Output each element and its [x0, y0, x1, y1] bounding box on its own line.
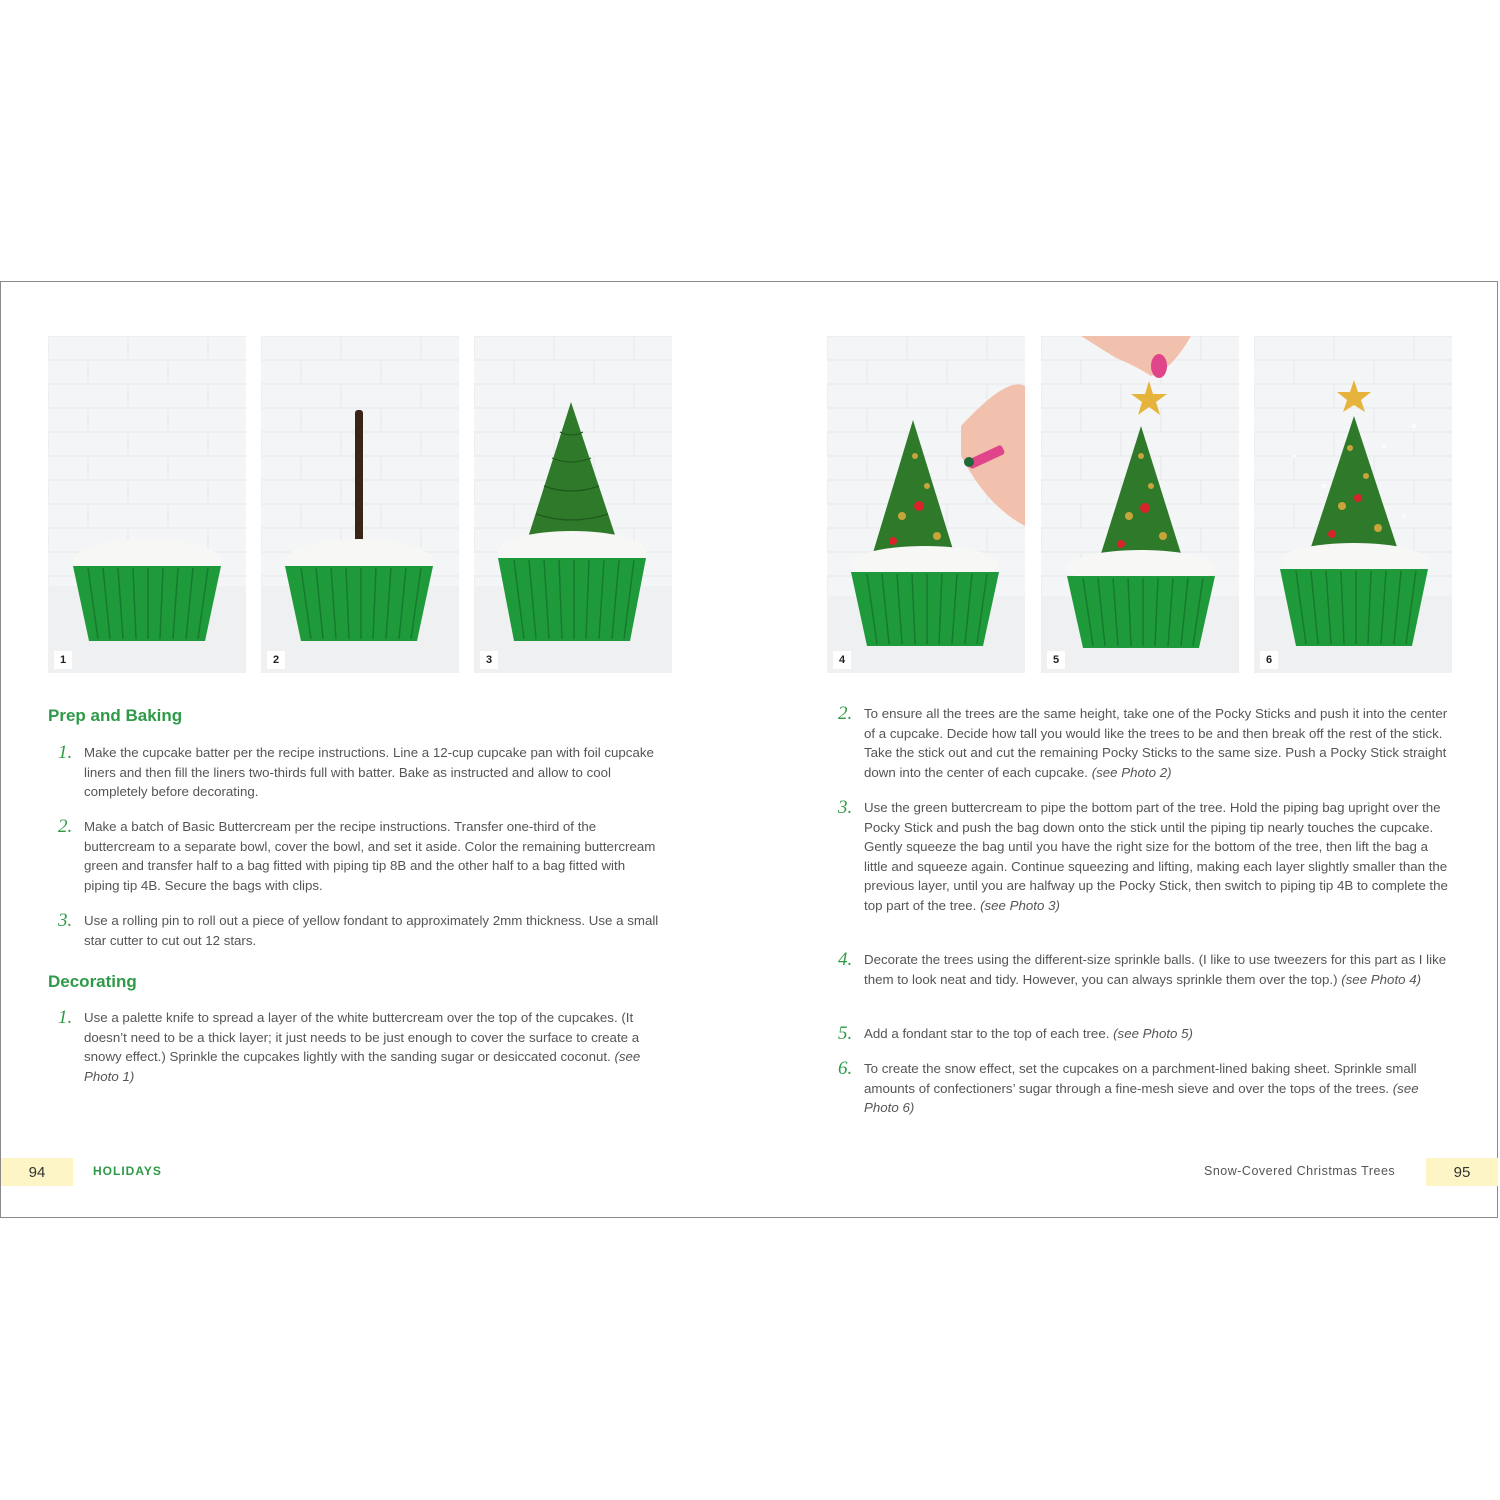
- cupcake-photo-3-image: [474, 336, 672, 673]
- photo-number: 5: [1047, 651, 1065, 669]
- photo-reference: (see Photo 1): [84, 1049, 641, 1084]
- photo-5: [1041, 336, 1239, 673]
- prep-step-3: [48, 911, 668, 950]
- page-number-right: 95: [1426, 1158, 1498, 1186]
- section-title-decorating: Decorating: [48, 972, 137, 991]
- step-number: 1.: [58, 1007, 73, 1028]
- photo-number: 1: [54, 651, 72, 669]
- step-text: Use a rolling pin to roll out a piece of yellow fondant to approximately 2mm thickness. Use a small star cutter to cut out 12 stars.: [84, 913, 659, 948]
- photo-reference: (see Photo 6): [864, 1080, 1419, 1115]
- step-body: To ensure all the trees are the same height, take one of the Pocky Sticks and push it into the center of a cupcake. Decide how tall you would like the trees to be and then break off the rest of the stick. Take the stick out and cut the remaining Pocky Sticks to the same size. Push a Pocky Stick straight down into the center of each cupcake.: [864, 706, 1448, 780]
- photo-number: 4: [833, 651, 851, 669]
- photo-number: 2: [267, 651, 285, 669]
- photo-number: 6: [1260, 651, 1278, 669]
- photo-3: [474, 336, 672, 673]
- photo-reference: (see Photo 5): [1113, 1026, 1193, 1041]
- step-number: 1.: [58, 742, 73, 763]
- step-text: [864, 1024, 1448, 1044]
- cupcake-photo-6-image: [1254, 336, 1452, 673]
- step-text: Make the cupcake batter per the recipe instructions. Line a 12-cup cupcake pan with foil cupcake liners and then fill the liners two-thirds full with batter. Bake as instructed and allow to cool completely before decorating.: [84, 745, 654, 799]
- decor-step-3: [828, 798, 1448, 915]
- prep-step-2: [48, 817, 668, 895]
- step-number: 2.: [838, 703, 853, 724]
- decor-step-2: [828, 704, 1448, 782]
- running-head-right: Snow-Covered Christmas Trees: [1204, 1164, 1396, 1178]
- step-number: 4.: [838, 949, 853, 970]
- photo-reference: (see Photo 2): [1091, 764, 1172, 780]
- step-text: Make a batch of Basic Buttercream per the recipe instructions. Transfer one-third of the buttercream to a separate bowl, cover the bowl, and set it aside. Color the remaining buttercream green and transfer half to a bag fitted with piping tip 8B and the other half to a bag fitted with piping tip 4B. Secure the bags with clips.: [84, 819, 656, 893]
- step-text: [864, 704, 1448, 782]
- photo-number: 3: [480, 651, 498, 669]
- step-number: 5.: [838, 1023, 853, 1044]
- step-number: 6.: [838, 1058, 853, 1079]
- decor-step-5: [828, 1024, 1448, 1044]
- step-body: Decorate the trees using the different-size sprinkle balls. (I like to use tweezers for this part as I like them to look neat and tidy. However, you can always sprinkle them over the top.): [864, 952, 1447, 987]
- photo-4: [827, 336, 1025, 673]
- step-text: [84, 1008, 668, 1086]
- cupcake-photo-5-image: [1041, 336, 1239, 673]
- step-body: To create the snow effect, set the cupcakes on a parchment-lined baking sheet. Sprinkle small amounts of confectioners’ sugar through a fine-mesh sieve and over the tops of the trees.: [864, 1061, 1417, 1096]
- photo-reference: (see Photo 3): [980, 897, 1060, 913]
- step-text: [864, 950, 1448, 989]
- step-text: [864, 1059, 1448, 1118]
- cupcake-photo-2-image: [261, 336, 459, 673]
- cupcake-photo-1-image: [48, 336, 246, 673]
- step-number: 3.: [838, 797, 853, 818]
- step-body: Add a fondant star to the top of each tree.: [864, 1026, 1110, 1041]
- step-number: 3.: [58, 910, 73, 931]
- photo-6: [1254, 336, 1452, 673]
- cupcake-photo-4-image: [827, 336, 1025, 673]
- decor-step-4: [828, 950, 1448, 989]
- photo-reference: (see Photo 4): [1341, 971, 1422, 987]
- step-body: Use a palette knife to spread a layer of the white buttercream over the top of the cupcakes. (It doesn’t need to be a thick layer; it just needs to be just enough to cover the surface to create a snowy effect.) Sprinkle the cupcakes lightly with the sanding sugar or desiccated coconut.: [84, 1010, 640, 1064]
- step-body: Use the green buttercream to pipe the bottom part of the tree. Hold the piping bag upright over the Pocky Stick and push the bag down onto the stick until the piping tip nearly touches the cupcake. Gently squeeze the bag until you have the right size for the bottom of the tree, then lift the bag a little and squeeze again. Continue squeezing and lifting, making each layer slightly smaller than the previous layer, until you are halfway up the Pocky Stick, then switch to piping tip 4B to complete the top part of the tree.: [864, 800, 1448, 913]
- photo-2: [261, 336, 459, 673]
- prep-step-1: [48, 743, 668, 802]
- decor-step-6: [828, 1059, 1448, 1118]
- running-head-left: HOLIDAYS: [93, 1164, 162, 1178]
- page-number-left: 94: [1, 1158, 73, 1186]
- step-number: 2.: [58, 816, 73, 837]
- decor-step-1: [48, 1008, 668, 1086]
- section-title-prep: Prep and Baking: [48, 706, 183, 725]
- step-text: [864, 798, 1448, 915]
- photo-1: [48, 336, 246, 673]
